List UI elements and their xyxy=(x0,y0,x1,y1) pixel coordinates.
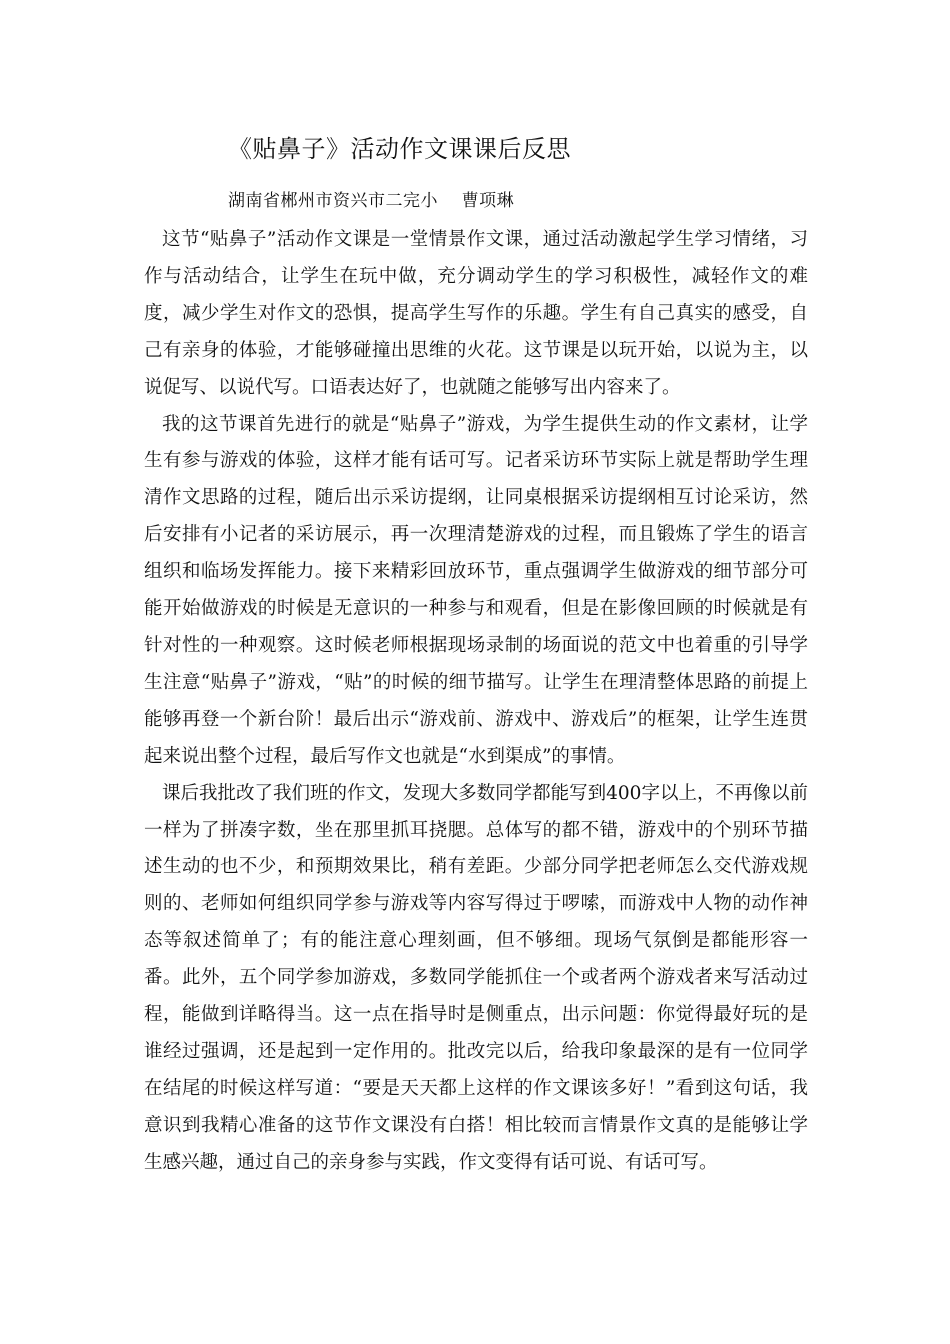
document-body xyxy=(144,222,808,1182)
author-line: 湖南省郴州市资兴市二完小 曹项琳 xyxy=(228,191,515,211)
document-title: 《贴鼻子》活动作文课课后反思 xyxy=(228,135,571,163)
paragraph-reflection: 课后我批改了我们班的作文，发现大多数同学都能写到400字以上，不再像以前一样为了拼凑字数，坐在那里抓耳挠腮。总体写的都不错，游戏中的个别环节描述生动的也不少，和预期效果比，稍有差距。少部分同学把老师怎么交代游戏规则的、老师如何组织同学参与游戏等内容写得过于啰嗦，而游戏中人物的动作神态等叙述简单了；有的能注意心理刻画，但不够细。现场气氛倒是都能形容一番。此外，五个同学参加游戏，多数同学能抓住一个或者两个游戏者来写活动过程，能做到详略得当。这一点在指导时是侧重点，出示问题：你觉得最好玩的是谁经过强调，还是起到一定作用的。批改完以后，给我印象最深的是有一位同学在结尾的时候这样写道：“要是天天都上这样的作文课该多好！”看到这句话，我意识到我精心准备的这节作文课没有白搭！相比较而言情景作文真的是能够让学生感兴趣，通过自己的亲身参与实践，作文变得有话可说、有话可写。 xyxy=(144,782,808,1173)
paragraph-process: 我的这节课首先进行的就是“贴鼻子”游戏，为学生提供生动的作文素材，让学生有参与游戏的体验，这样才能有话可写。记者采访环节实际上就是帮助学生理清作文思路的过程，随后出示采访提纲，让同桌根据采访提纲相互讨论采访，然后安排有小记者的采访展示，再一次理清楚游戏的过程，而且锻炼了学生的语言组织和临场发挥能力。接下来精彩回放环节，重点强调学生做游戏的细节部分可能开始做游戏的时候是无意识的一种参与和观看，但是在影像回顾的时候就是有针对性的一种观察。这时候老师根据现场录制的场面说的范文中也着重的引导学生注意“贴鼻子”游戏，“贴”的时候的细节描写。让学生在理清整体思路的前提上能够再登一个新台阶！最后出示“游戏前、游戏中、游戏后”的框架，让学生连贯起来说出整个过程，最后写作文也就是“水到渠成”的事情。 xyxy=(144,413,808,767)
paragraph-intro: 这节“贴鼻子”活动作文课是一堂情景作文课，通过活动激起学生学习情绪，习作与活动结合，让学生在玩中做，充分调动学生的学习积极性，减轻作文的难度，减少学生对作文的恐惧，提高学生写作的乐趣。学生有自己真实的感受，自己有亲身的体验，才能够碰撞出思维的火花。这节课是以玩开始，以说为主，以说促写、以说代写。口语表达好了，也就随之能够写出内容来了。 xyxy=(144,229,808,398)
